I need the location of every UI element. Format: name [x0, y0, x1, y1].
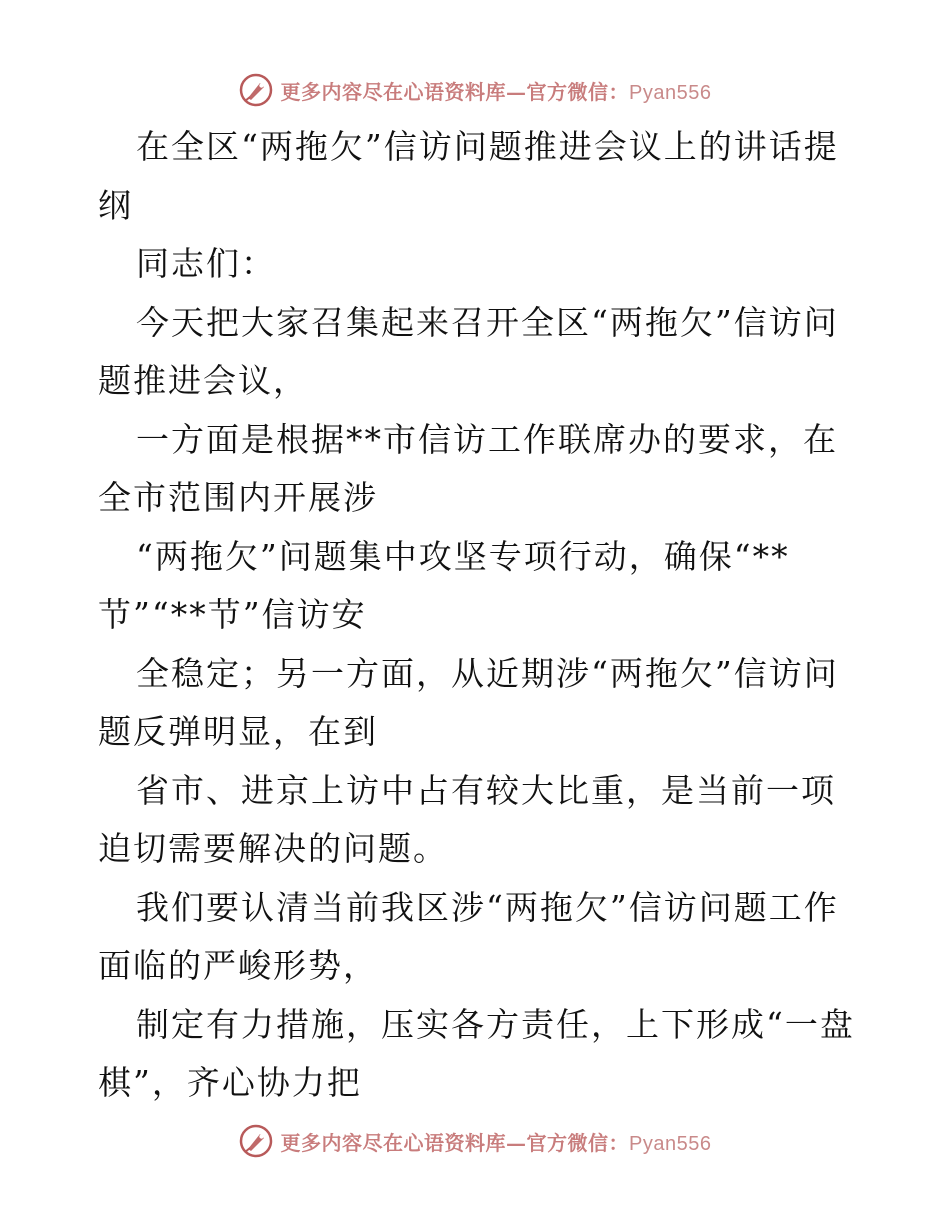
pen-nib-logo-icon [239, 1124, 273, 1158]
paragraph: 省市、进京上访中占有较大比重，是当前一项迫切需要解决的问题。 [98, 770, 836, 868]
paragraph: “两拖欠”问题集中攻坚专项行动，确保“**节”“**节”信访安 [98, 536, 790, 634]
pen-nib-logo-icon [239, 73, 273, 107]
document-body [98, 118, 858, 1113]
header-watermark [0, 70, 950, 110]
paragraph: 今天把大家召集起来召开全区“两拖欠”信访问题推进会议， [98, 302, 839, 400]
watermark-handle: Pyan556 [629, 81, 712, 104]
paragraph: 我们要认清当前我区涉“两拖欠”信访问题工作面临的严峻形势， [98, 887, 839, 985]
watermark-text: 更多内容尽在心语资料库—官方微信：Pyan556 [280, 1130, 712, 1155]
paragraph: 制定有力措施，压实各方责任，上下形成“一盘棋”，齐心协力把 [98, 1004, 855, 1102]
salutation: 同志们： [136, 244, 276, 283]
document-title: 在全区“两拖欠”信访问题推进会议上的讲话提纲 [98, 127, 839, 225]
footer-watermark [0, 1121, 950, 1161]
watermark-handle: Pyan556 [629, 1132, 712, 1155]
paragraph: 一方面是根据**市信访工作联席办的要求，在全市范围内开展涉 [98, 419, 838, 517]
paragraph: 全稳定；另一方面，从近期涉“两拖欠”信访问题反弹明显，在到 [98, 653, 839, 751]
watermark-text: 更多内容尽在心语资料库—官方微信：Pyan556 [280, 79, 712, 104]
